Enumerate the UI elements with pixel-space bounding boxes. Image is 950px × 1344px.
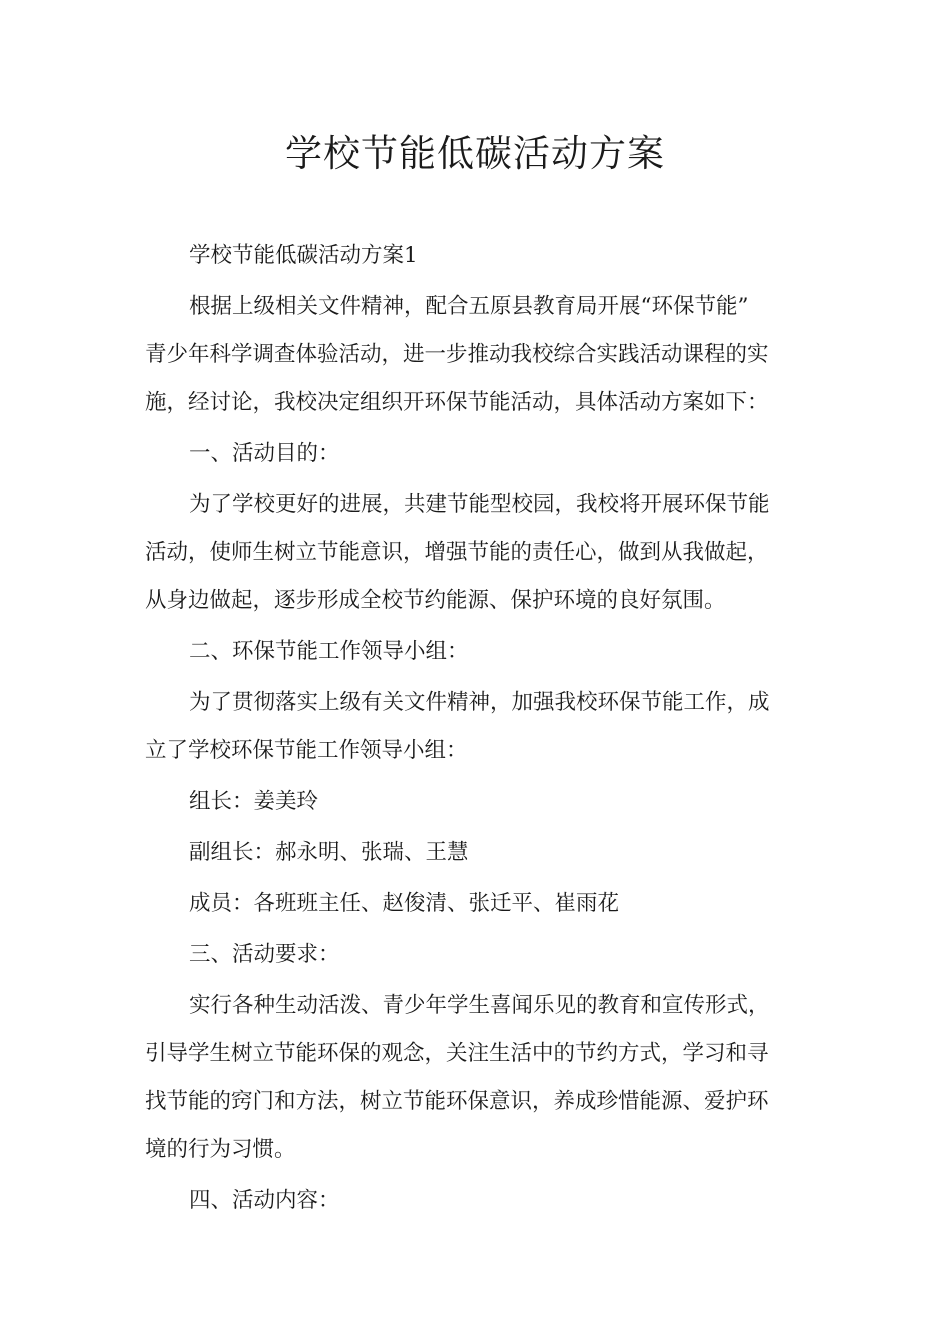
text-line: 三、活动要求： [189,942,340,967]
text-line: 青少年科学调查体验活动，进一步推动我校综合实践活动课程的实 [145,342,769,367]
subtitle-paragraph [145,232,807,280]
purpose-paragraph [145,481,807,625]
members-line [145,880,807,928]
text-line: 活动，使师生树立节能意识，增强节能的责任心，做到从我做起， [145,540,769,565]
leader-line [145,778,807,826]
document-title: 学校节能低碳活动方案 [285,132,665,175]
text-line: 从身边做起，逐步形成全校节约能源、保护环境的良好氛围。 [145,588,726,613]
text-line: 实行各种生动活泼、青少年学生喜闻乐见的教育和宣传形式， [189,993,770,1018]
text-line: 成员：各班班主任、赵俊清、张迁平、崔雨花 [189,891,620,916]
text-line: 学校节能低碳活动方案1 [189,243,418,268]
document-body [145,232,807,1228]
intro-paragraph [145,283,807,427]
section-heading [145,1177,807,1225]
text-line: 四、活动内容： [189,1188,340,1213]
text-line: 施，经讨论，我校决定组织开环保节能活动，具体活动方案如下： [145,390,769,415]
text-line: 境的行为习惯。 [145,1137,296,1162]
text-line: 为了学校更好的进展，共建节能型校园，我校将开展环保节能 [189,492,770,517]
text-line: 引导学生树立节能环保的观念，关注生活中的节约方式，学习和寻 [145,1041,769,1066]
leadership-paragraph [145,679,807,775]
section-heading [145,931,807,979]
requirements-paragraph [145,982,807,1174]
text-line: 根据上级相关文件精神，配合五原县教育局开展“环保节能” [189,294,749,319]
text-line: 一、活动目的： [189,441,340,466]
text-line: 为了贯彻落实上级有关文件精神，加强我校环保节能工作，成 [189,690,770,715]
deputy-leader-line [145,829,807,877]
section-heading [145,628,807,676]
text-line: 二、环保节能工作领导小组： [189,639,469,664]
text-line: 组长：姜美玲 [189,789,319,814]
text-line: 立了学校环保节能工作领导小组： [145,738,468,763]
section-heading [145,430,807,478]
text-line: 副组长：郝永明、张瑞、王慧 [189,840,469,865]
text-line: 找节能的窍门和方法，树立节能环保意识，养成珍惜能源、爱护环 [145,1089,769,1114]
